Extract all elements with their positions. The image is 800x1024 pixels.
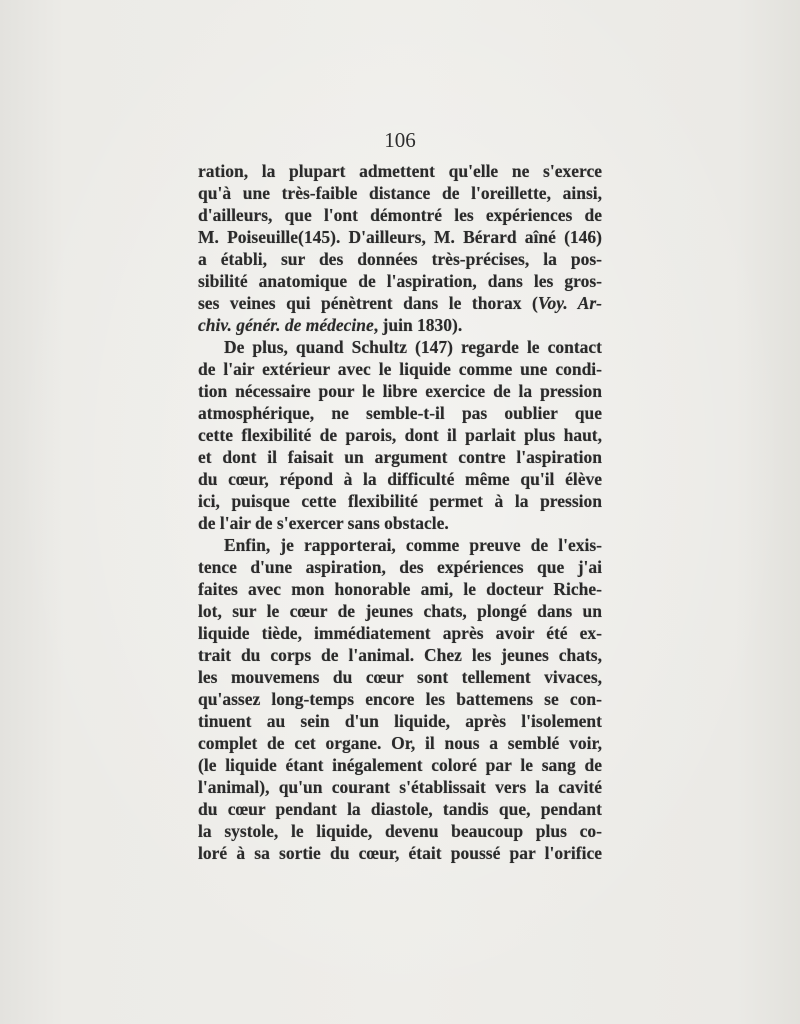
paragraph-start-line: De plus, quand Schultz (147) regarde le contact [224, 337, 602, 357]
text-line: d'ailleurs, que l'ont démontré les expériences de [198, 205, 602, 225]
text-line: lot, sur le cœur de jeunes chats, plongé dans un [198, 601, 602, 621]
text-line: faites avec mon honorable ami, le docteur Riche- [198, 579, 602, 599]
page-number: 106 [384, 128, 416, 152]
text-line: du cœur, répond à la difficulté même qu'il élève [198, 469, 602, 489]
text-line: trait du corps de l'animal. Chez les jeunes chats, [198, 645, 602, 665]
citation-italic: chiv. génér. de médecine [198, 315, 374, 335]
text-line [198, 292, 602, 314]
text-line: qu'assez long-temps encore les battemens se con- [198, 689, 602, 709]
text-line: ration, la plupart admettent qu'elle ne s'exerce [198, 161, 602, 181]
body-text [198, 160, 602, 864]
text-line: de l'air de s'exercer sans obstacle. [198, 513, 449, 533]
text-line: atmosphérique, ne semble-t-il pas oublier que [198, 403, 602, 423]
text-line: la systole, le liquide, devenu beaucoup plus co- [198, 821, 602, 841]
text-line [198, 314, 602, 336]
text-line: tence d'une aspiration, des expériences que j'ai [198, 557, 602, 577]
text-line: (le liquide étant inégalement coloré par le sang de [198, 755, 602, 775]
text-line: complet de cet organe. Or, il nous a semblé voir, [198, 733, 602, 753]
text-line: tion nécessaire pour le libre exercice de la pression [198, 381, 602, 401]
text-line: et dont il faisait un argument contre l'aspiration [198, 447, 602, 467]
paragraph-start-line: Enfin, je rapporterai, comme preuve de l'exis- [224, 535, 602, 555]
text-line: loré à sa sortie du cœur, était poussé par l'orifice [198, 843, 602, 863]
text-line: du cœur pendant la diastole, tandis que, pendant [198, 799, 602, 819]
text-line: M. Poiseuille(145). D'ailleurs, M. Bérard aîné (146) [198, 227, 602, 247]
text-segment: , juin 1830). [373, 315, 463, 335]
text-line: a établi, sur des données très-précises, la pos- [198, 249, 602, 269]
text-line: ici, puisque cette flexibilité permet à la pression [198, 491, 602, 511]
text-segment: ses veines qui pénètrent dans le thorax ( [198, 293, 538, 313]
text-line: cette flexibilité de parois, dont il parlait plus haut, [198, 425, 602, 445]
citation-italic: Voy. Ar- [537, 293, 602, 313]
text-line: de l'air extérieur avec le liquide comme une condi- [198, 359, 602, 379]
text-line: sibilité anatomique de l'aspiration, dans les gros- [198, 271, 602, 291]
text-line: les mouvemens du cœur sont tellement vivaces, [198, 667, 602, 687]
text-line: l'animal), qu'un courant s'établissait vers la cavité [198, 777, 602, 797]
text-line: liquide tiède, immédiatement après avoir été ex- [198, 623, 602, 643]
text-line: tinuent au sein d'un liquide, après l'isolement [198, 711, 602, 731]
text-line: qu'à une très-faible distance de l'oreillette, ainsi, [198, 183, 602, 203]
